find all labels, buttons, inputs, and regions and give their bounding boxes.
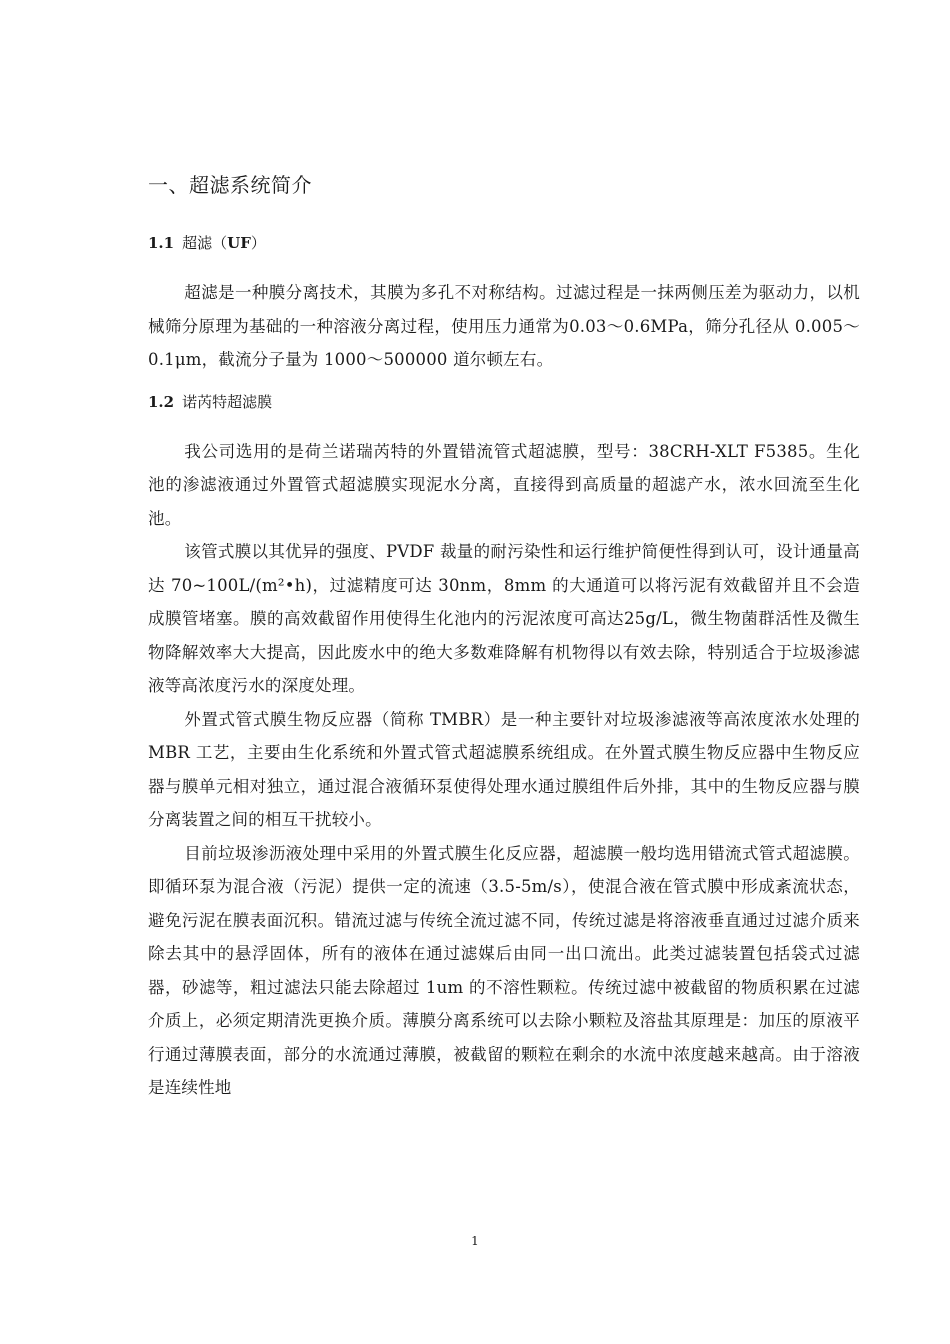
subsection-number: 1.1	[148, 234, 175, 252]
subsection-title-end: ）	[250, 234, 266, 252]
subsection-heading-1-2	[148, 391, 860, 413]
page-content	[148, 170, 860, 1105]
subsection-heading-1-1	[148, 232, 860, 254]
subsection-title-abbrev: UF	[227, 234, 251, 252]
paragraph-1-2-2: 该管式膜以其优异的强度、PVDF 裁量的耐污染性和运行维护简便性得到认可，设计通量高达 70~100L/(m²•h)，过滤精度可达 30nm，8mm 的大通道可以将污泥有效截留并且不会造成膜管堵塞。膜的高效截留作用使得生化池内的污泥浓度可高达25g/L，微生物菌群活性及微生物降解效率大大提高，因此废水中的绝大多数难降解有机物得以有效去除，特别适合于垃圾渗滤液等高浓度污水的深度处理。	[148, 542, 860, 695]
subsection-number: 1.2	[148, 392, 175, 411]
paragraph-1-1-1: 超滤是一种膜分离技术，其膜为多孔不对称结构。过滤过程是一抹两侧压差为驱动力，以机械筛分原理为基础的一种溶液分离过程，使用压力通常为0.03～0.6MPa，筛分孔径从 0.005～0.1μm，截流分子量为 1000～500000 道尔顿左右。	[148, 283, 860, 369]
subsection-title: 诺芮特超滤膜	[182, 392, 273, 411]
paragraph-1-2-3: 外置式管式膜生物反应器（简称 TMBR）是一种主要针对垃圾渗滤液等高浓度浓水处理的 MBR 工艺，主要由生化系统和外置式管式超滤膜系统组成。在外置式膜生物反应器中生物反应器与膜单元相对独立，通过混合液循环泵使得处理水通过膜组件后外排，其中的生物反应器与膜分离装置之间的相互干扰较小。	[148, 709, 860, 829]
page-number: 1	[471, 1234, 479, 1248]
paragraph-1-2-1: 我公司选用的是荷兰诺瑞芮特的外置错流管式超滤膜，型号：38CRH-XLT F5385。生化池的渗滤液通过外置管式超滤膜实现泥水分离，直接得到高质量的超滤产水，浓水回流至生化池。	[148, 441, 860, 528]
paragraph-1-2-4: 目前垃圾渗沥液处理中采用的外置式膜生化反应器，超滤膜一般均选用错流式管式超滤膜。即循环泵为混合液（污泥）提供一定的流速（3.5-5m/s），使混合液在管式膜中形成紊流状态，避免污泥在膜表面沉积。错流过滤与传统全流过滤不同，传统过滤是将溶液垂直通过过滤介质来除去其中的悬浮固体，所有的液体在通过滤媒后由同一出口流出。此类过滤装置包括袋式过滤器，砂滤等，粗过滤法只能去除超过 1um 的不溶性颗粒。传统过滤中被截留的物质积累在过滤介质上，必须定期清洗更换介质。薄膜分离系统可以去除小颗粒及溶盐其原理是：加压的原液平行通过薄膜表面，部分的水流通过薄膜，被截留的颗粒在剩余的水流中浓度越来越高。由于溶液是连续性地	[148, 843, 860, 1097]
subsection-title: 超滤（	[182, 234, 228, 252]
section-title: 一、超滤系统简介	[148, 173, 312, 197]
